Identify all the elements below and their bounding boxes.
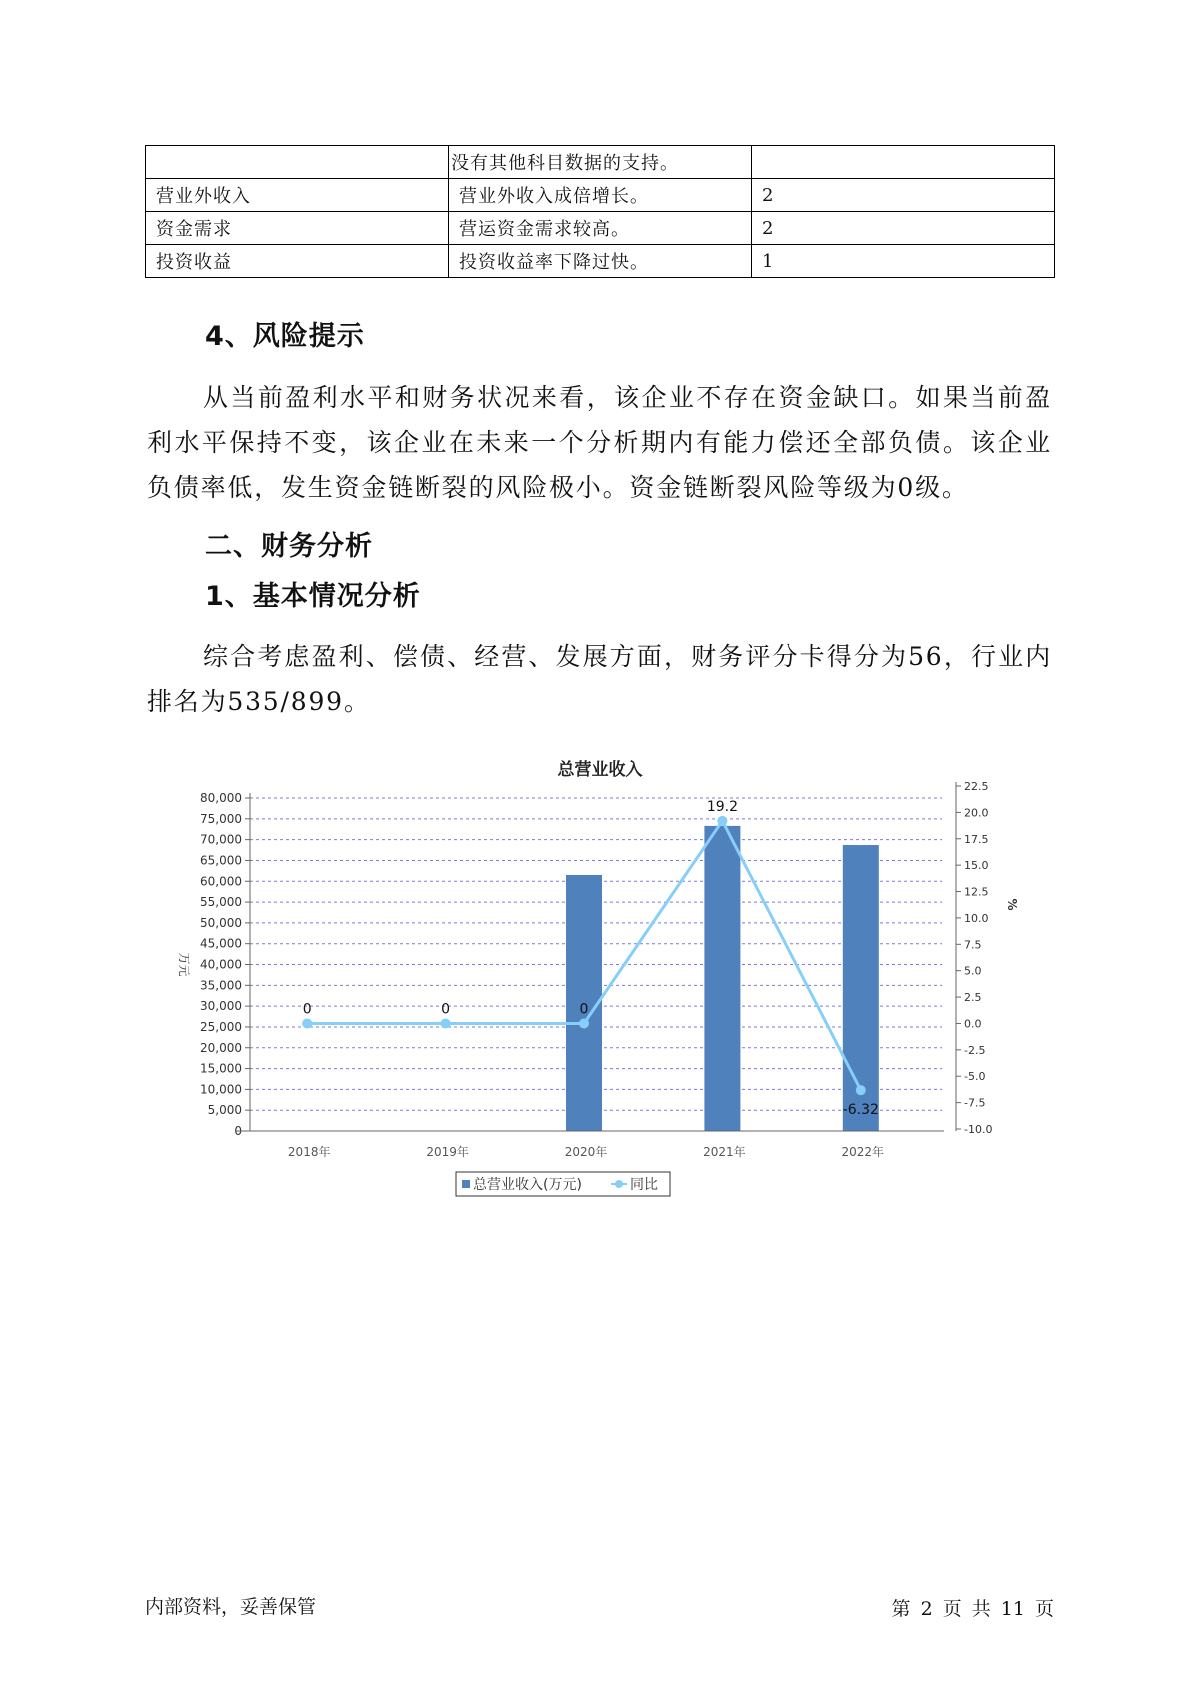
y-tick-label: 10,000: [200, 1082, 242, 1097]
y2-tick-label: -2.5: [964, 1043, 986, 1057]
legend-point-swatch: [615, 1180, 623, 1188]
y2-tick-label: -5.0: [964, 1070, 986, 1084]
y-tick-label: 70,000: [200, 832, 242, 847]
data-label: 0: [441, 1001, 451, 1018]
y-tick-label: 55,000: [200, 895, 242, 910]
y2-tick-label: 12.5: [964, 885, 989, 899]
y-tick-label: 20,000: [200, 1040, 242, 1055]
y-tick-label: 60,000: [200, 874, 242, 889]
risk-table: [145, 145, 1055, 278]
chart-title: 总营业收入: [557, 760, 643, 780]
table-cell: 没有其他科目数据的支持。: [449, 146, 752, 179]
y-tick-label: 45,000: [200, 936, 242, 951]
table-cell: [146, 146, 449, 179]
table-row: [146, 212, 1055, 245]
section-heading-basic: 1、基本情况分析: [205, 581, 421, 612]
data-label: -6.32: [842, 1102, 879, 1119]
yoy-point: [717, 816, 727, 826]
table-cell: 1: [752, 245, 1055, 278]
footer-page-number: 第 2 页 共 11 页: [891, 1598, 1054, 1620]
y-tick-label: 75,000: [200, 811, 242, 826]
table-cell: 投资收益: [146, 245, 449, 278]
yoy-point: [856, 1085, 866, 1095]
risk-paragraph: 从当前盈利水平和财务状况来看，该企业不存在资金缺口。如果当前盈利水平保持不变，该企业在未来一个分析期内有能力偿还全部负债。该企业负债率低，发生资金链断裂的风险极小。资金链断裂风险等级为0级。: [147, 383, 1052, 502]
table-cell: 营运资金需求较高。: [449, 212, 752, 245]
y2-tick-label: -10.0: [964, 1123, 993, 1136]
table-cell: 营业外收入: [146, 179, 449, 212]
data-label: 0: [302, 1001, 312, 1018]
legend-label: 总营业收入(万元): [473, 1177, 582, 1193]
bar: [704, 826, 740, 1131]
y-tick-label: 65,000: [200, 853, 242, 868]
y2-tick-label: 17.5: [964, 832, 989, 846]
x-tick-label: 2018年: [287, 1145, 331, 1159]
data-label: 19.2: [706, 798, 738, 815]
y2-tick-label: 7.5: [964, 938, 982, 952]
section-heading-risk: 4、风险提示: [205, 321, 365, 352]
y2-tick-label: 0.0: [964, 1017, 982, 1031]
y2-tick-label: -7.5: [964, 1096, 986, 1110]
table-cell: 投资收益率下降过快。: [449, 245, 752, 278]
table-cell: 2: [752, 212, 1055, 245]
x-tick-label: 2020年: [564, 1145, 608, 1159]
y-tick-label: 25,000: [200, 1019, 242, 1034]
y2-axis-title: %: [1005, 898, 1019, 911]
y2-tick-label: 10.0: [964, 911, 989, 925]
y-tick-label: 0: [234, 1124, 242, 1138]
y2-tick-label: 2.5: [964, 991, 982, 1005]
revenue-chart: [170, 745, 1030, 1215]
y2-tick-label: 20.0: [964, 806, 989, 820]
table-row: [146, 245, 1055, 278]
revenue-chart-svg: [170, 745, 1030, 1215]
table-cell: 2: [752, 179, 1055, 212]
table-row: [146, 179, 1055, 212]
part-heading-financial: 二、财务分析: [205, 531, 373, 562]
y-tick-label: 5,000: [207, 1103, 242, 1118]
legend-bar-swatch: [462, 1180, 470, 1188]
table-cell: 营业外收入成倍增长。: [449, 179, 752, 212]
y2-tick-label: 15.0: [964, 859, 989, 873]
table-cell: [752, 146, 1055, 179]
y-tick-label: 40,000: [200, 957, 242, 972]
y-tick-label: 30,000: [200, 999, 242, 1014]
yoy-point: [579, 1018, 589, 1028]
yoy-point: [441, 1018, 451, 1028]
y-tick-label: 50,000: [200, 915, 242, 930]
y2-tick-label: 5.0: [964, 964, 982, 978]
y-tick-label: 15,000: [200, 1061, 242, 1076]
x-tick-label: 2021年: [703, 1145, 746, 1159]
y-axis-title: 万元: [177, 952, 191, 977]
x-tick-label: 2022年: [841, 1145, 885, 1159]
y2-tick-label: 22.5: [964, 780, 989, 793]
table-cell: 资金需求: [146, 212, 449, 245]
y-tick-label: 35,000: [200, 978, 242, 993]
y-tick-label: 80,000: [200, 791, 242, 805]
basic-paragraph: 综合考虑盈利、偿债、经营、发展方面，财务评分卡得分为56，行业内排名为535/899。: [147, 642, 1052, 716]
data-label: 0: [579, 1001, 589, 1018]
legend-label: 同比: [630, 1177, 658, 1193]
table-row: [146, 146, 1055, 179]
x-tick-label: 2019年: [426, 1145, 469, 1159]
yoy-point: [302, 1018, 312, 1028]
footer-confidential: 内部资料，妥善保管: [145, 1596, 317, 1618]
